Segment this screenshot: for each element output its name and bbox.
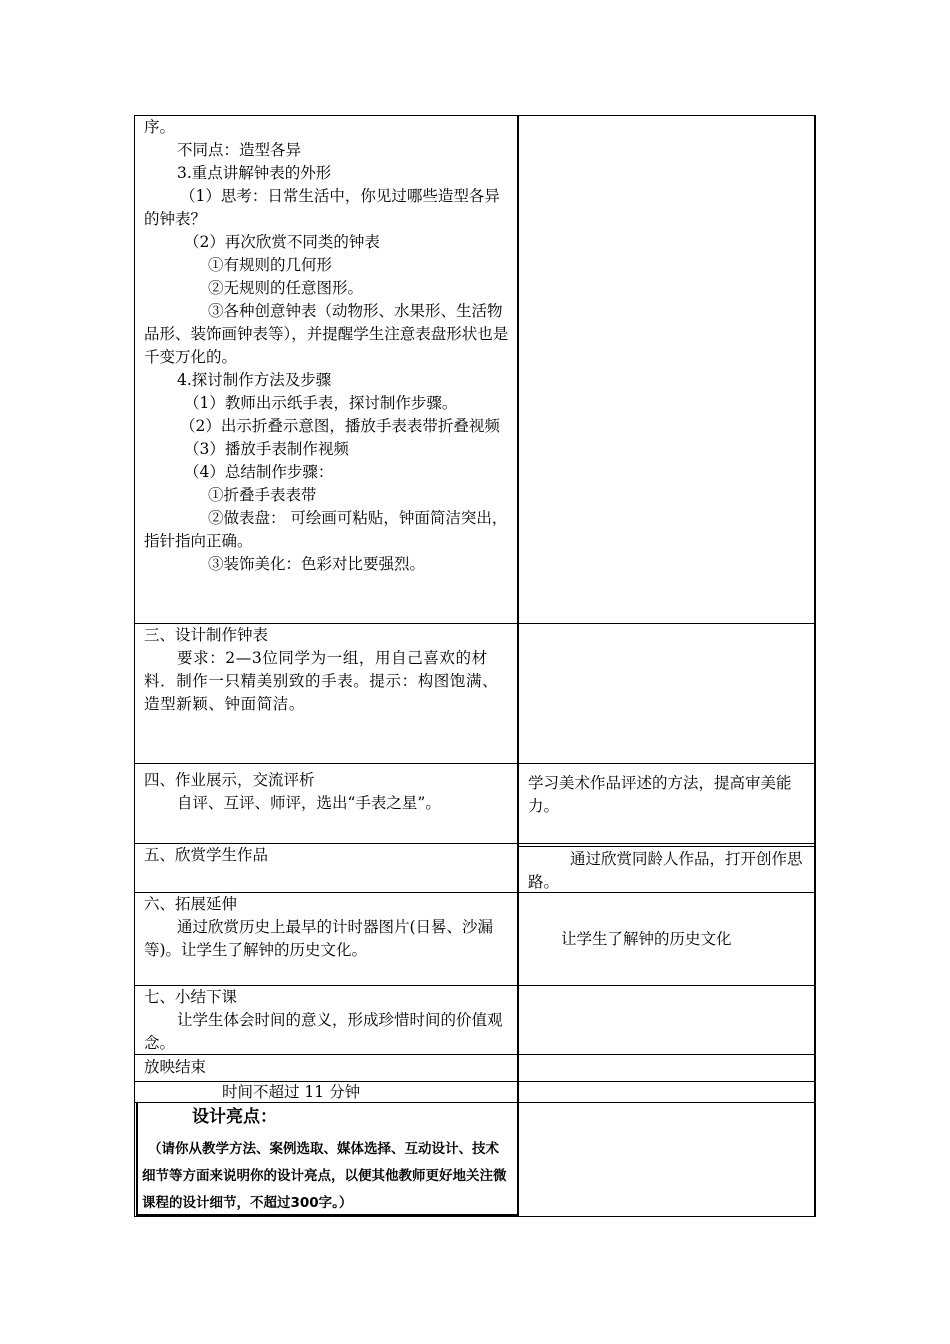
design-highlights-title [192,1105,277,1129]
text-paragraph: 自评、互评、师评，选出“手表之星”。 [177,794,441,812]
text-line: 放映结束 [144,1058,207,1076]
appreciate-works-cell [144,844,512,867]
design-activity-cell [144,624,512,716]
showcase-purpose [528,772,808,818]
highlights-title: 设计亮点： [192,1107,277,1127]
end-cell [144,1056,512,1079]
text-line: 不同点：造型各异 [177,141,302,159]
section-heading: 4.探讨制作方法及步骤 [177,371,332,389]
section-title: 七、小结下课 [144,988,238,1006]
summary-cell [144,986,512,1055]
teaching-steps-cell [144,116,512,576]
text-paragraph: 通过欣赏历史上最早的计时器图片(日晷、沙漏等)。让学生了解钟的历史文化。 [144,918,494,959]
text-line: 时间不超过 11 分钟 [222,1083,361,1101]
list-item: ②无规则的任意图形。 [208,279,364,297]
appreciate-purpose [528,848,808,894]
highlights-note: （请你从教学方法、案例选取、媒体选择、互动设计、技术细节等方面来说明你的设计亮点，以便其他教师更好地关注微课程的设计细节，不超过300字。） [142,1141,507,1211]
extension-purpose [528,928,808,951]
section-title: 六、拓展延伸 [144,895,238,913]
design-highlights-note [142,1136,510,1217]
text-paragraph: 通过欣赏同龄人作品，打开创作思路。 [528,850,803,891]
text-paragraph: 要求：2—3位同学为一组，用自己喜欢的材料．制作一只精美别致的手表。提示：构图饱满、造型新颖、钟面简洁。 [144,649,499,713]
text-paragraph: 让学生了解钟的历史文化 [561,930,732,948]
text-line: （1）教师出示纸手表，探讨制作步骤。 [184,394,458,412]
text-paragraph: 学习美术作品评述的方法，提高审美能力。 [528,774,792,815]
section-title: 三、设计制作钟表 [144,626,269,644]
list-item: ②做表盘： 可绘画可粘贴，钟面简洁突出，指针指向正确。 [144,509,508,550]
list-item: ①折叠手表表带 [208,486,317,504]
text-line: （2）出示折叠示意图，播放手表表带折叠视频 [180,417,500,435]
text-line: 序。 [144,118,176,136]
list-item: ③装饰美化：色彩对比要强烈。 [208,555,426,573]
section-title: 五、欣赏学生作品 [144,846,269,864]
text-line: （2）再次欣赏不同类的钟表 [184,233,380,251]
text-paragraph: 让学生体会时间的意义，形成珍惜时间的价值观念。 [144,1011,503,1052]
section-heading: 3.重点讲解钟表的外形 [177,164,332,182]
text-line: （1）思考：日常生活中，你见过哪些造型各异的钟表？ [144,187,500,228]
list-item: ①有规则的几何形 [208,256,333,274]
list-item: ③各种创意钟表（动物形、水果形、生活物品形、装饰画钟表等），并提醒学生注意表盘形状也是千变万化的。 [144,302,509,366]
section-title: 四、作业展示，交流评析 [144,771,315,789]
showcase-cell [144,769,512,815]
time-limit-cell [144,1082,512,1103]
text-line: （3）播放手表制作视频 [184,440,349,458]
text-line: （4）总结制作步骤： [184,463,334,481]
extension-cell [144,893,512,962]
